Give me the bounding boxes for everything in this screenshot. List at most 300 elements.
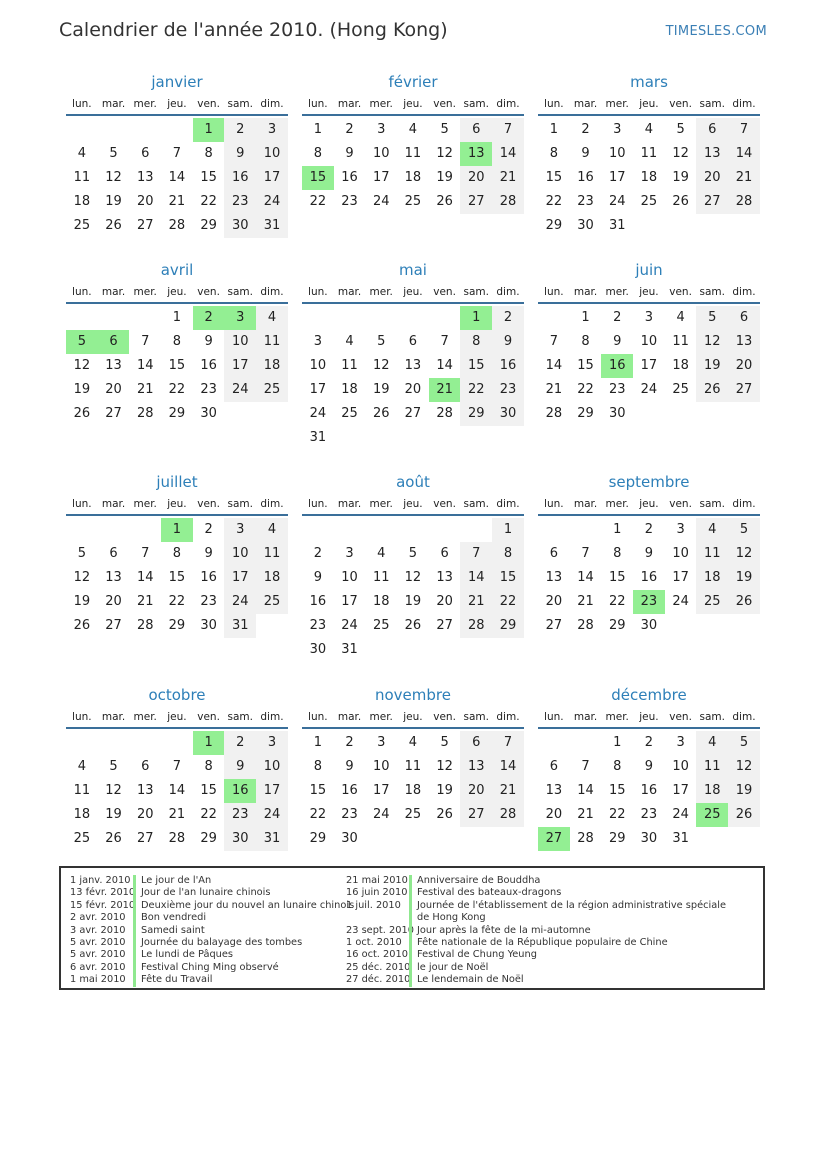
day-cell: 15 (168, 358, 186, 373)
legend-date: 1 mai 2010 (70, 974, 126, 986)
day-cell: 18 (696, 566, 728, 590)
day-cell: 1 (581, 310, 590, 325)
day-cell: 5 (408, 546, 418, 561)
month-name: septembre (608, 473, 690, 491)
empty-cell (397, 518, 429, 542)
month-name: mars (630, 73, 668, 91)
day-cell: 4 (256, 306, 288, 330)
weekday-label: sam. (463, 98, 490, 110)
weekday-label: jeu. (403, 711, 423, 723)
day-cell: 21 (577, 807, 594, 822)
weekday-label: mar. (573, 98, 598, 110)
day-cell: 15 (577, 358, 594, 373)
weekday-label: dim. (260, 711, 284, 723)
day-cell: 13 (136, 783, 154, 798)
weekday-label: ven. (669, 98, 692, 110)
legend-row (70, 962, 341, 974)
page-title: Calendrier de l'année 2010. (Hong Kong) (59, 19, 448, 41)
day-cell: 13 (728, 330, 760, 354)
weekday-header (66, 282, 288, 304)
day-cell: 28 (577, 831, 594, 846)
day-cell: 23 (224, 803, 256, 827)
day-cell: 18 (256, 354, 288, 378)
day-cell: 2 (581, 122, 590, 137)
day-cell: 14 (728, 142, 760, 166)
day-grid (538, 516, 760, 638)
legend-row (346, 962, 732, 974)
legend-holiday-name: Anniversaire de Bouddha (409, 875, 732, 887)
day-cell: 26 (105, 831, 122, 846)
day-grid (66, 304, 288, 426)
legend-row (70, 899, 355, 912)
day-cell: 5 (440, 122, 449, 137)
empty-cell (302, 306, 334, 330)
day-cell: 26 (672, 194, 689, 209)
day-cell: 4 (256, 518, 288, 542)
day-cell: 7 (581, 759, 590, 774)
day-cell: 15 (168, 570, 186, 585)
day-cell: 15 (460, 354, 492, 378)
day-cell: 7 (172, 146, 182, 161)
legend-date: 1 oct. 2010 (346, 937, 402, 949)
day-cell: 13 (136, 170, 154, 185)
day-cell: 20 (404, 382, 422, 397)
day-cell: 25 (256, 378, 288, 402)
day-cell: 12 (436, 759, 453, 774)
day-cell: 10 (372, 759, 390, 774)
day-cell: 15 (608, 783, 626, 798)
weekday-label: mer. (369, 286, 393, 298)
day-cell: 3 (377, 122, 386, 137)
day-cell: 1 (613, 735, 622, 750)
weekday-label: lun. (308, 286, 328, 298)
legend-holiday-name: Le lundi de Pâques (133, 949, 341, 961)
day-cell: 18 (341, 382, 358, 397)
day-cell: 10 (256, 755, 288, 779)
weekday-label: jeu. (639, 498, 659, 510)
day-cell: 14 (460, 566, 492, 590)
weekday-label: dim. (496, 286, 520, 298)
day-cell: 13 (545, 570, 563, 585)
legend-date: 1 juil. 2010 (346, 899, 401, 911)
day-cell: 3 (613, 122, 622, 137)
weekday-label: lun. (544, 286, 564, 298)
month-calendar (538, 258, 760, 426)
weekday-header (538, 282, 760, 304)
day-cell: 30 (200, 618, 217, 633)
holiday-legend (59, 866, 765, 990)
day-cell: 5 (440, 735, 449, 750)
weekday-label: mer. (133, 711, 157, 723)
day-cell: 28 (545, 406, 563, 421)
day-cell: 31 (256, 827, 288, 851)
day-cell: 31 (256, 214, 288, 238)
weekday-label: dim. (496, 498, 520, 510)
day-cell: 28 (492, 190, 524, 214)
legend-column-left (70, 875, 355, 987)
day-cell: 15 (492, 566, 524, 590)
day-cell: 20 (696, 166, 728, 190)
day-cell: 9 (644, 759, 654, 774)
holiday-day-cell: 2 (193, 306, 225, 330)
weekday-label: sam. (699, 98, 726, 110)
day-cell: 22 (168, 382, 186, 397)
day-grid (302, 516, 524, 662)
legend-row (346, 949, 732, 961)
weekday-label: lun. (72, 498, 92, 510)
weekday-label: dim. (260, 98, 284, 110)
day-cell: 27 (105, 406, 122, 421)
day-cell: 28 (492, 803, 524, 827)
month-calendar (66, 683, 288, 851)
legend-date: 6 avr. 2010 (70, 961, 126, 973)
day-cell: 24 (372, 807, 390, 822)
day-cell: 14 (577, 783, 594, 798)
day-cell: 5 (77, 546, 86, 561)
empty-cell (129, 518, 161, 542)
weekday-label: sam. (463, 286, 490, 298)
legend-row (346, 925, 732, 937)
day-cell: 9 (224, 142, 256, 166)
day-cell: 30 (640, 618, 658, 633)
legend-date: 27 déc. 2010 (346, 974, 411, 986)
day-cell: 21 (460, 590, 492, 614)
day-cell: 25 (256, 590, 288, 614)
day-cell: 29 (608, 618, 626, 633)
day-cell: 25 (696, 590, 728, 614)
holiday-day-cell: 27 (538, 827, 570, 851)
day-cell: 25 (372, 618, 390, 633)
day-cell: 12 (404, 570, 422, 585)
day-cell: 15 (608, 570, 626, 585)
day-cell: 9 (313, 570, 322, 585)
day-cell: 21 (545, 382, 563, 397)
legend-date: 23 sept. 2010 (346, 924, 414, 936)
day-cell: 10 (224, 542, 256, 566)
day-cell: 5 (728, 731, 760, 755)
legend-holiday-name: Journée de l'établissement de la région administrative spéciale de Hong Kong (409, 900, 732, 925)
day-cell: 29 (577, 406, 594, 421)
day-cell: 30 (640, 831, 658, 846)
empty-cell (538, 518, 570, 542)
weekday-label: lun. (544, 98, 564, 110)
day-cell: 25 (73, 218, 91, 233)
day-cell: 17 (309, 382, 327, 397)
day-cell: 4 (644, 122, 654, 137)
day-cell: 3 (377, 735, 386, 750)
day-cell: 4 (696, 518, 728, 542)
legend-date: 16 juin 2010 (346, 887, 408, 899)
day-cell: 30 (341, 831, 358, 846)
legend-holiday-name: Jour après la fête de la mi-automne (409, 925, 732, 937)
day-cell: 1 (172, 310, 182, 325)
day-cell: 10 (256, 142, 288, 166)
day-cell: 28 (168, 218, 186, 233)
month-name: avril (160, 261, 194, 279)
weekday-label: mer. (605, 498, 629, 510)
legend-holiday-name: Bon vendredi (133, 912, 341, 924)
weekday-label: sam. (227, 711, 254, 723)
day-cell: 24 (309, 406, 327, 421)
empty-cell (129, 306, 161, 330)
day-cell: 11 (696, 542, 728, 566)
month-calendar (302, 258, 524, 450)
day-cell: 30 (200, 406, 217, 421)
day-cell: 16 (309, 594, 327, 609)
day-cell: 6 (141, 146, 150, 161)
day-grid (66, 516, 288, 638)
day-cell: 25 (404, 807, 422, 822)
weekday-header (302, 282, 524, 304)
day-cell: 11 (73, 783, 91, 798)
day-cell: 26 (696, 378, 728, 402)
weekday-label: jeu. (167, 286, 187, 298)
day-cell: 15 (200, 170, 217, 185)
day-cell: 29 (168, 406, 186, 421)
day-cell: 8 (460, 330, 492, 354)
day-cell: 24 (224, 590, 256, 614)
day-cell: 19 (73, 594, 91, 609)
day-cell: 9 (204, 546, 213, 561)
day-cell: 12 (372, 358, 390, 373)
day-cell: 20 (728, 354, 760, 378)
weekday-label: mar. (101, 498, 126, 510)
legend-row (70, 937, 341, 949)
day-cell: 27 (696, 190, 728, 214)
day-cell: 22 (577, 382, 594, 397)
day-cell: 17 (608, 170, 626, 185)
weekday-label: dim. (260, 286, 284, 298)
day-cell: 3 (256, 731, 288, 755)
day-cell: 7 (549, 334, 558, 349)
weekday-header (302, 707, 524, 729)
day-cell: 12 (105, 783, 122, 798)
day-cell: 17 (256, 779, 288, 803)
day-cell: 2 (224, 731, 256, 755)
legend-holiday-name: Festival de Chung Yeung (409, 949, 732, 961)
day-cell: 4 (345, 334, 354, 349)
weekday-label: mer. (369, 711, 393, 723)
day-cell: 8 (204, 146, 213, 161)
day-cell: 21 (136, 382, 154, 397)
day-cell: 23 (200, 382, 217, 397)
weekday-label: ven. (433, 98, 456, 110)
day-cell: 24 (224, 378, 256, 402)
month-calendar (66, 470, 288, 638)
legend-row (70, 974, 341, 986)
legend-holiday-name: Le jour de l'An (133, 875, 341, 887)
weekday-label: dim. (732, 498, 756, 510)
legend-holiday-name: Jour de l'an lunaire chinois (133, 887, 341, 899)
legend-row (70, 887, 341, 899)
day-cell: 1 (313, 122, 322, 137)
day-cell: 21 (168, 194, 186, 209)
weekday-label: lun. (308, 711, 328, 723)
day-cell: 29 (309, 831, 327, 846)
month-calendar (66, 70, 288, 238)
day-cell: 22 (309, 807, 327, 822)
day-cell: 19 (404, 594, 422, 609)
day-cell: 18 (73, 194, 91, 209)
day-cell: 22 (309, 194, 327, 209)
month-name: juillet (156, 473, 198, 491)
holiday-day-cell: 1 (460, 306, 492, 330)
empty-cell (66, 306, 98, 330)
legend-row (346, 937, 732, 949)
day-cell: 22 (460, 378, 492, 402)
day-cell: 8 (549, 146, 558, 161)
weekday-label: sam. (699, 498, 726, 510)
day-cell: 23 (608, 382, 626, 397)
legend-row (346, 900, 732, 925)
day-cell: 22 (608, 594, 626, 609)
month-name: février (388, 73, 438, 91)
day-grid (66, 116, 288, 238)
day-cell: 18 (404, 170, 422, 185)
day-cell: 26 (73, 618, 91, 633)
day-cell: 27 (728, 378, 760, 402)
day-cell: 12 (696, 330, 728, 354)
day-cell: 20 (105, 382, 122, 397)
day-cell: 17 (640, 358, 658, 373)
day-cell: 30 (224, 827, 256, 851)
day-cell: 17 (672, 570, 689, 585)
day-cell: 27 (460, 190, 492, 214)
day-cell: 28 (460, 614, 492, 638)
day-cell: 19 (105, 807, 122, 822)
weekday-label: lun. (544, 711, 564, 723)
day-cell: 5 (109, 146, 118, 161)
site-link[interactable]: TIMESLES.COM (665, 24, 767, 39)
day-cell: 5 (109, 759, 118, 774)
day-cell: 23 (341, 194, 358, 209)
day-cell: 7 (141, 546, 150, 561)
day-cell: 5 (696, 306, 728, 330)
day-cell: 8 (492, 542, 524, 566)
day-cell: 12 (728, 542, 760, 566)
day-cell: 19 (372, 382, 390, 397)
day-cell: 23 (224, 190, 256, 214)
day-cell: 6 (440, 546, 449, 561)
day-cell: 14 (492, 142, 524, 166)
day-cell: 6 (728, 306, 760, 330)
day-grid (302, 304, 524, 450)
day-cell: 19 (728, 779, 760, 803)
legend-holiday-name: Festival des bateaux-dragons (409, 887, 732, 899)
day-cell: 2 (613, 310, 622, 325)
day-cell: 31 (672, 831, 689, 846)
day-cell: 30 (608, 406, 626, 421)
day-cell: 16 (640, 783, 658, 798)
legend-holiday-name: Fête nationale de la République populaire de Chine (409, 937, 732, 949)
day-cell: 25 (640, 194, 658, 209)
day-cell: 1 (613, 522, 622, 537)
day-cell: 19 (436, 783, 453, 798)
day-cell: 14 (168, 783, 186, 798)
weekday-header (302, 494, 524, 516)
day-grid (302, 116, 524, 214)
weekday-header (66, 707, 288, 729)
day-cell: 1 (313, 735, 322, 750)
holiday-day-cell: 6 (98, 330, 130, 354)
day-cell: 17 (372, 783, 390, 798)
day-cell: 25 (341, 406, 358, 421)
day-cell: 29 (200, 218, 217, 233)
holiday-day-cell: 23 (633, 590, 665, 614)
month-name: mai (399, 261, 427, 279)
weekday-label: mar. (573, 286, 598, 298)
weekday-label: lun. (72, 98, 92, 110)
legend-date: 15 févr. 2010 (70, 899, 136, 911)
day-cell: 28 (136, 406, 154, 421)
empty-cell (365, 306, 397, 330)
weekday-label: jeu. (639, 286, 659, 298)
day-cell: 2 (313, 546, 322, 561)
day-cell: 13 (436, 570, 453, 585)
day-cell: 15 (200, 783, 217, 798)
day-cell: 5 (377, 334, 386, 349)
day-grid (302, 729, 524, 851)
empty-cell (429, 306, 461, 330)
legend-row (70, 912, 341, 924)
day-cell: 3 (676, 735, 685, 750)
day-cell: 5 (728, 518, 760, 542)
day-cell: 10 (341, 570, 358, 585)
empty-cell (161, 731, 193, 755)
day-cell: 30 (224, 214, 256, 238)
month-calendar (538, 70, 760, 238)
day-cell: 24 (341, 618, 358, 633)
empty-cell (570, 518, 602, 542)
day-cell: 10 (224, 330, 256, 354)
month-name: janvier (151, 73, 203, 91)
weekday-header (538, 707, 760, 729)
day-cell: 7 (440, 334, 449, 349)
weekday-label: jeu. (403, 98, 423, 110)
day-cell: 29 (545, 218, 563, 233)
empty-cell (429, 518, 461, 542)
legend-date: 21 mai 2010 (346, 875, 408, 886)
day-cell: 26 (436, 194, 453, 209)
empty-cell (570, 731, 602, 755)
day-cell: 11 (672, 334, 689, 349)
weekday-label: jeu. (403, 286, 423, 298)
day-cell: 13 (404, 358, 422, 373)
legend-row (346, 974, 732, 986)
day-cell: 26 (73, 406, 91, 421)
day-cell: 20 (545, 594, 563, 609)
day-cell: 12 (436, 146, 453, 161)
day-cell: 16 (492, 354, 524, 378)
day-cell: 7 (492, 731, 524, 755)
day-cell: 27 (136, 831, 154, 846)
day-cell: 3 (256, 118, 288, 142)
day-cell: 23 (341, 807, 358, 822)
day-cell: 27 (105, 618, 122, 633)
legend-holiday-name: Samedi saint (133, 925, 341, 937)
day-cell: 18 (73, 807, 91, 822)
legend-holiday-name: Festival Ching Ming observé (133, 962, 341, 974)
day-cell: 28 (728, 190, 760, 214)
day-cell: 22 (200, 807, 217, 822)
month-calendar (302, 70, 524, 214)
day-cell: 27 (136, 218, 154, 233)
day-cell: 6 (460, 118, 492, 142)
day-cell: 7 (492, 118, 524, 142)
legend-holiday-name: Fête du Travail (133, 974, 341, 986)
holiday-day-cell: 21 (429, 378, 461, 402)
day-cell: 12 (105, 170, 122, 185)
